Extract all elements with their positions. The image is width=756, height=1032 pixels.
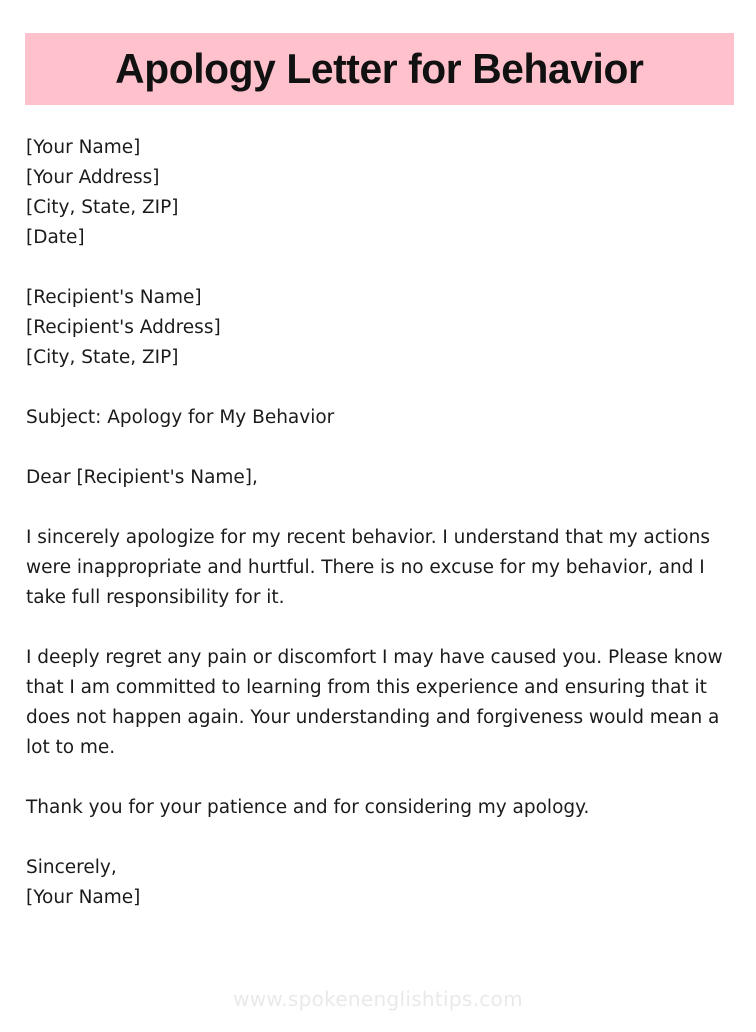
sender-address-block bbox=[26, 133, 742, 253]
body-paragraph-1: I sincerely apologize for my recent behavior. I understand that my actions were inappropriate and hurtful. There is no excuse for my behavior, and I take full responsibility for it. bbox=[26, 527, 710, 608]
spacer-after-subject bbox=[26, 433, 742, 463]
body-paragraph-2: I deeply regret any pain or discomfort I may have caused you. Please know that I am committed to learning from this experience and ensuring that it does not happen again. Your understanding and forgiveness would mean a lot to me. bbox=[26, 647, 723, 758]
recipient-address-block bbox=[26, 283, 742, 373]
site-watermark: www.spokenenglishtips.com bbox=[233, 987, 523, 1011]
closing-block bbox=[26, 853, 742, 913]
spacer-after-sender bbox=[26, 253, 742, 283]
spacer-after-paragraph-3 bbox=[26, 823, 742, 853]
letter-date: [Date] bbox=[26, 227, 85, 248]
salutation-block bbox=[26, 463, 742, 493]
header-banner bbox=[25, 33, 734, 105]
sender-name: [Your Name] bbox=[26, 137, 141, 158]
closing-salutation: Sincerely, bbox=[26, 857, 117, 878]
body-paragraph-3: Thank you for your patience and for considering my apology. bbox=[26, 797, 590, 818]
recipient-name: [Recipient's Name] bbox=[26, 287, 202, 308]
spacer-after-paragraph-2 bbox=[26, 763, 742, 793]
sender-city-state-zip: [City, State, ZIP] bbox=[26, 197, 179, 218]
sender-street: [Your Address] bbox=[26, 167, 160, 188]
page-title: Apology Letter for Behavior bbox=[115, 45, 644, 92]
subject-line-block bbox=[26, 403, 742, 433]
recipient-city-state-zip: [City, State, ZIP] bbox=[26, 347, 179, 368]
spacer-after-salutation bbox=[26, 493, 742, 523]
subject-line: Subject: Apology for My Behavior bbox=[26, 407, 335, 428]
recipient-street: [Recipient's Address] bbox=[26, 317, 221, 338]
spacer-after-recipient bbox=[26, 373, 742, 403]
signature-name: [Your Name] bbox=[26, 887, 141, 908]
spacer-after-paragraph-1 bbox=[26, 613, 742, 643]
salutation: Dear [Recipient's Name], bbox=[26, 467, 258, 488]
letter-body bbox=[26, 133, 742, 913]
